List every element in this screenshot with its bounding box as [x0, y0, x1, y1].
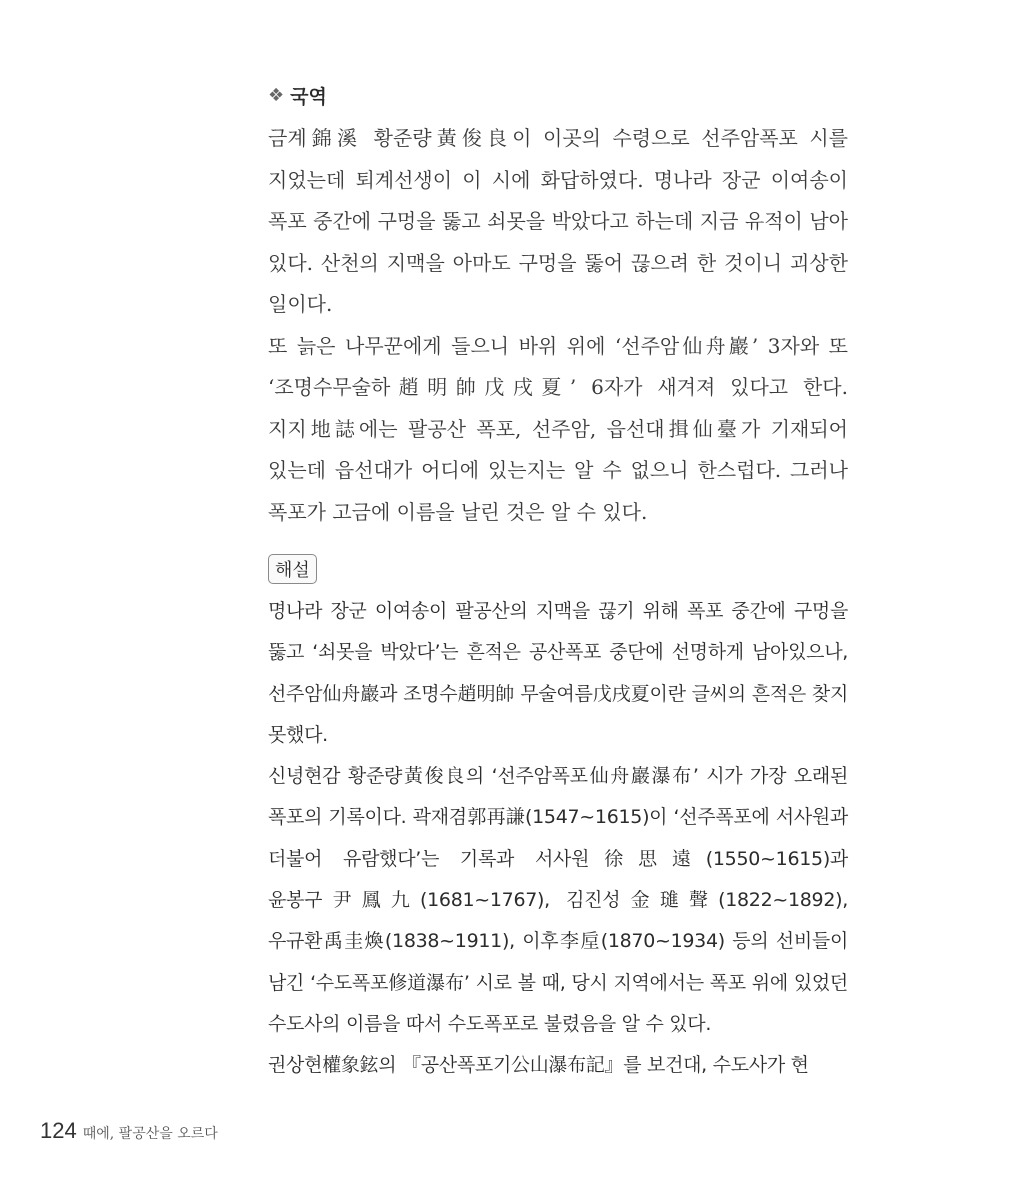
- translation-heading-label: 국역: [290, 86, 327, 108]
- commentary-paragraph: 권상현權象鉉의 『공산폭포기公山瀑布記』를 보건대, 수도사가 현: [268, 1054, 809, 1077]
- translation-paragraph: 금계錦溪 황준량黃俊良이 이곳의 수령으로 선주암폭포 시를 지었는데 퇴계선생이 이 시에 화답하였다. 명나라 장군 이여송이 폭포 중간에 구멍을 뚫고 쇠못을 박았다고 하는데 지금 유적이 남아 있다. 산천의 지맥을 아마도 구멍을 뚫어 끊으려 한 것이니 괴상한 일이다.: [268, 126, 848, 316]
- commentary-paragraph: 신녕현감 황준량黃俊良의 ‘선주암폭포仙舟巖瀑布’ 시가 가장 오래된 폭포의 기록이다. 곽재겸郭再謙(1547~1615)이 ‘선주폭포에 서사원과 더불어 유람했다’는 기록과 서사원徐思遠(1550~1615)과 윤봉구尹鳳九(1681~1767), 김진성金璡聲(1822~1892), 우규환禹圭煥(1838~1911), 이후李垕(1870~1934) 등의 선비들이 남긴 ‘수도폭포修道瀑布’ 시로 볼 때, 당시 지역에서는 폭포 위에 있었던 수도사의 이름을 따서 수도폭포로 불렸음을 알 수 있다.: [268, 765, 848, 1035]
- running-title: 때에, 팔공산을 오르다: [82, 1126, 218, 1142]
- translation-body: [268, 118, 848, 533]
- ornament-icon: ❖: [268, 85, 285, 106]
- commentary-paragraph: 명나라 장군 이여송이 팔공산의 지맥을 끊기 위해 폭포 중간에 구멍을 뚫고 ‘쇠못을 박았다’는 흔적은 공산폭포 중단에 선명하게 남아있으나, 선주암仙舟巖과 조명수趙明帥 무술여름戊戌夏이란 글씨의 흔적은 찾지 못했다.: [268, 600, 848, 746]
- page-footer: [40, 1118, 218, 1144]
- translation-paragraph: 또 늙은 나무꾼에게 들으니 바위 위에 ‘선주암仙舟巖’ 3자와 또 ‘조명수무술하趙明帥戊戌夏’ 6자가 새겨져 있다고 한다. 지지地誌에는 팔공산 폭포, 선주암, 읍선대揖仙臺가 기재되어 있는데 읍선대가 어디에 있는지는 알 수 없으니 한스럽다. 그러나 폭포가 고금에 이름을 날린 것은 알 수 있다.: [268, 333, 848, 524]
- commentary-label: 해설: [268, 554, 317, 584]
- translation-heading: [268, 82, 327, 109]
- page-number: 124: [40, 1118, 77, 1143]
- commentary-body: [268, 591, 848, 1087]
